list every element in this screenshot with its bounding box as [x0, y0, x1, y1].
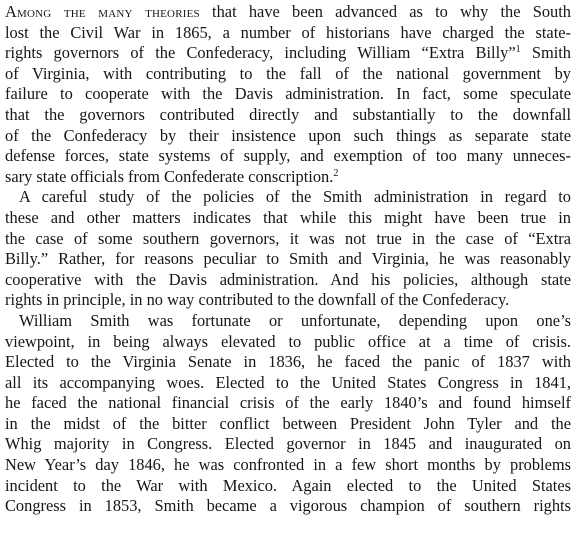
footnote-marker: 2 [333, 167, 339, 179]
text-line: lost the Civil War in 1865, a number of historians have charged the state- [5, 22, 571, 42]
text-line: that the governors contributed directly and substantially to the downfall [5, 104, 571, 124]
text-line: he faced the national financial crisis of the early 1840’s and found himself [5, 393, 571, 413]
paragraph-2 [5, 187, 571, 311]
footnote-marker: 1 [515, 44, 521, 56]
text-line: in the midst of the bitter conflict between President John Tyler and the [5, 413, 571, 433]
text-line: sary state officials from Confederate conscription.$^2$ [5, 166, 339, 186]
text-line: Among the many theories that have been advanced as to why the South [5, 2, 571, 21]
text-line: Elected to the Virginia Senate in 1836, he faced the panic of 1837 with [5, 352, 571, 372]
text-line: Congress in 1853, Smith became a vigorous champion of southern rights [5, 496, 571, 516]
text-line: Whig majority in Congress. Elected governor in 1845 and inaugurated on [5, 434, 571, 454]
text-line: A careful study of the policies of the Smith administration in regard to [19, 187, 571, 207]
text-line: the case of some southern governors, it was not true in the case of “Extra [5, 228, 571, 248]
document-page [5, 2, 571, 517]
paragraph-3 [5, 311, 571, 517]
opening-small-caps: Among the many theories [5, 2, 200, 21]
text-line: New Year’s day 1846, he was confronted in a few short months by problems [5, 455, 571, 475]
text-line: of the Confederacy by their insistence upon such things as separate state [5, 125, 571, 145]
text-line: incident to the War with Mexico. Again elected to the United States [5, 475, 571, 495]
text-line: viewpoint, in being always elevated to public office at a time of crisis. [5, 331, 571, 351]
text-line: Billy.” Rather, for reasons peculiar to Smith and Virginia, he was reasonably [5, 249, 571, 269]
text-line: failure to cooperate with the Davis administration. In fact, some speculate [5, 84, 571, 104]
text-line: cooperative with the Davis administration. And his policies, although state [5, 269, 571, 289]
text-line: rights governors of the Confederacy, including William “Extra Billy”$^1$ Smith [5, 43, 571, 63]
text-line: these and other matters indicates that while this might have been true in [5, 207, 571, 227]
text-line: all its accompanying woes. Elected to the United States Congress in 1841, [5, 372, 571, 392]
text-line: defense forces, state systems of supply, and exemption of too many unneces- [5, 146, 571, 166]
text-line: William Smith was fortunate or unfortunate, depending upon one’s [19, 310, 571, 330]
text-line: of Virginia, with contributing to the fall of the national government by [5, 63, 571, 83]
text-line: rights in principle, in no way contributed to the downfall of the Confederacy. [5, 290, 510, 310]
paragraph-1 [5, 2, 571, 187]
